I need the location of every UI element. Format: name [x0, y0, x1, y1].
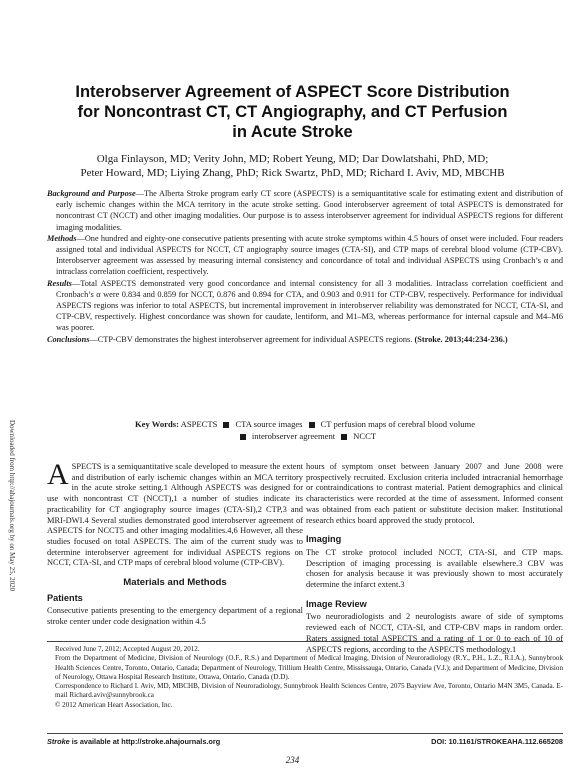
abstract-methods-text: —One hundred and eighty-one consecutive patients presenting with acute stroke symptoms within 4.5 hours of onset were included. Four readers assigned total and individual ASPECTS for NCCT, CT angiography source images (CTA-SI), and CTP maps of cerebral blood volume (CTP-CBV). Interobserver agreement was assessed by measuring internal consistency and concordance of total and individual ASPECTS using Cronbach’s α and intraclass correlation coefficient, respectively. [56, 233, 563, 277]
journal-url-text[interactable]: is available at http://stroke.ahajournals.org [69, 737, 221, 746]
square-bullet-icon [240, 434, 246, 440]
square-bullet-icon [223, 422, 229, 428]
journal-availability [47, 737, 220, 746]
keyword: CTA source images [235, 419, 303, 429]
keywords-line [47, 418, 563, 430]
abstract-results-label: Results [47, 278, 72, 288]
keyword: CT perfusion maps of cerebral blood volume [320, 419, 476, 429]
footnote-divider [47, 641, 563, 642]
abstract-background-label: Background and Purpose [47, 189, 136, 198]
footnotes [47, 645, 563, 710]
abstract-methods [47, 233, 563, 278]
patients-continued-text: hours of symptom onset between January 2007 and June 2008 were prospectively recruited. Exclusion criteria included intracranial hemorrhage or contraindications to contrast material. Patient demographics and clinical characteristics were recorded at the time of assessment. Informed consent was obtained from each patient or substitute decision maker. Institutional research ethics board approved the study protocol. [306, 462, 563, 525]
received-note: Received June 7, 2012; Accepted August 20, 2012. [55, 645, 200, 653]
keywords-label: Key Words: [134, 419, 179, 429]
footer-divider [47, 733, 563, 734]
abstract-results [47, 278, 563, 334]
subsection-heading-imaging: Imaging [306, 534, 342, 545]
intro-text: SPECTS is a semiquantitative scale developed to measure the extent and distribution of early ischemic changes within an MCA territory in the acute stroke setting.1 Although ASPECTS was designed for use with noncontrast CT (NCCT),1 a number of studies indicate its practicability for CT angiography source images (CTA-SI),2 CTP,3 and MRI-DWI.4 Several studies demonstrated good interobserver agreement of ASPECTS for NCCT5 and other imaging modalities.4,6 However, all these studies focused on total ASPECTS. The aim of the current study was to determine interobserver agreement for individual ASPECTS regions on NCCT, CTA-SI, and CTP maps of cerebral blood volume (CTP-CBV). [47, 462, 303, 568]
abstract-conclusions-label: Conclusions [47, 334, 90, 344]
intro-paragraph [47, 458, 303, 569]
title-line: in Acute Stroke [232, 123, 353, 141]
title-line: for Noncontrast CT, CT Angiography, and CT Perfusion [77, 103, 508, 121]
subsection-heading-patients: Patients [47, 592, 83, 603]
author-line: Olga Finlayson, MD; Verity John, MD; Robert Yeung, MD; Dar Dowlatshahi, PhD, MD; [96, 153, 489, 165]
subsection-heading-image-review: Image Review [306, 598, 367, 609]
drop-cap: A [47, 458, 69, 491]
right-column [306, 462, 563, 655]
abstract-results-text: —Total ASPECTS demonstrated very good concordance and internal consistency for all 3 modalities. Intraclass correlation coefficient and Cronbach’s α were 0.834 and 0.859 for NCCT, 0.876 and 0.894 for CTA, and 0.903 and 0.911 for CTP-CBV, respectively. Performance for individual ASPECTS regions was inferior to total ASPECTS, but incremental improvement in interobserver reliability was demonstrated for NCCT, CTA-SI, and CTP-CBV, respectively. Highest concordance was shown for caudate, lentiform, and M1–M3, whereas performance for internal capsule and M4–M6 was poorer. [56, 278, 563, 333]
article-citation: (Stroke. 2013;44:234-236.) [414, 334, 508, 344]
image-review-text: Two neuroradiologists and 2 neurologists aware of side of symptoms reviewed each of NCCT, CTA-SI, and CTP-CBV maps in random order. Raters assigned total ASPECTS and a rating of 1 or 0 to each of 10 of ASPECTS regions, according to the ASPECTS methodology.1 [306, 612, 563, 654]
abstract-conclusions-text: —CTP-CBV demonstrates the highest interobserver agreement for individual ASPECTS regions. [89, 334, 415, 344]
square-bullet-icon [309, 422, 315, 428]
download-note: Downloaded from http://ahajournals.org by on May 25, 2020 [8, 420, 16, 592]
author-list [40, 152, 545, 180]
abstract-conclusions [47, 334, 563, 345]
keyword: interobserver agreement [251, 431, 336, 441]
section-heading-methods: Materials and Methods [123, 577, 227, 589]
page-number: 234 [285, 755, 300, 765]
keywords-line [47, 430, 563, 442]
abstract-methods-label: Methods [47, 233, 77, 243]
affiliations-note: From the Department of Medicine, Division of Neurology (O.F., R.S.) and Department of Medical Imaging, Division of Neuroradiology (R.Y., P.H., L.Z., R.I.A.), Sunnybrook Health Sciences Centre, Toronto, Ontario, Canada; Department of Neurology, Trillium Health Centre, Mississauga, Ontario, Canada (V.J.); and Department of Medicine, Division of Neurology, Ottawa Hospital Research Institute, Ottawa, Ontario, Canada (D.D). [55, 654, 563, 681]
author-line: Peter Howard, MD; Liying Zhang, PhD; Rick Swartz, PhD, MD; Richard I. Aviv, MD, MBCHB [80, 167, 505, 179]
square-bullet-icon [341, 434, 347, 440]
article-doi: DOI: 10.1161/STROKEAHA.112.665208 [431, 737, 563, 746]
left-column [47, 458, 303, 628]
patients-text: Consecutive patients presenting to the emergency department of a regional stroke center under code designation within 4.5 [47, 606, 303, 627]
keyword: ASPECTS [180, 419, 218, 429]
imaging-text: The CT stroke protocol included NCCT, CTA-SI, and CTP maps. Description of imaging processing is available elsewhere.3 CBV was chosen for analysis because it was previously shown to most accurately determine the infarct extent.3 [306, 547, 563, 590]
journal-name: Stroke [47, 737, 70, 746]
abstract [47, 188, 563, 345]
abstract-background [47, 188, 563, 233]
keywords [47, 418, 563, 442]
correspondence-note: Correspondence to Richard I. Aviv, MD, MBCHB, Division of Neuroradiology, Sunnybrook Health Sciences Centre, 2075 Bayview Ave, Toronto, Ontario M4N 3M5, Canada. E-mail Richard.aviv@sunnybrook.ca [55, 682, 563, 700]
abstract-background-text: —The Alberta Stroke program early CT score (ASPECTS) is a semiquantitative scale for estimating extent and distribution of early ischemic changes within the MCA territory in the acute stroke setting. Good interobserver agreement of total ASPECTS is demonstrated for noncontrast CT (NCCT) and other imaging modalities. Our purpose is to assess interobserver agreement for individual ASPECTS regions for different imaging modalities. [56, 189, 563, 232]
keyword: NCCT [353, 431, 377, 441]
title-line: Interobserver Agreement of ASPECT Score Distribution [75, 83, 510, 101]
article-title [40, 82, 545, 142]
copyright-note: © 2012 American Heart Association, Inc. [55, 700, 173, 709]
